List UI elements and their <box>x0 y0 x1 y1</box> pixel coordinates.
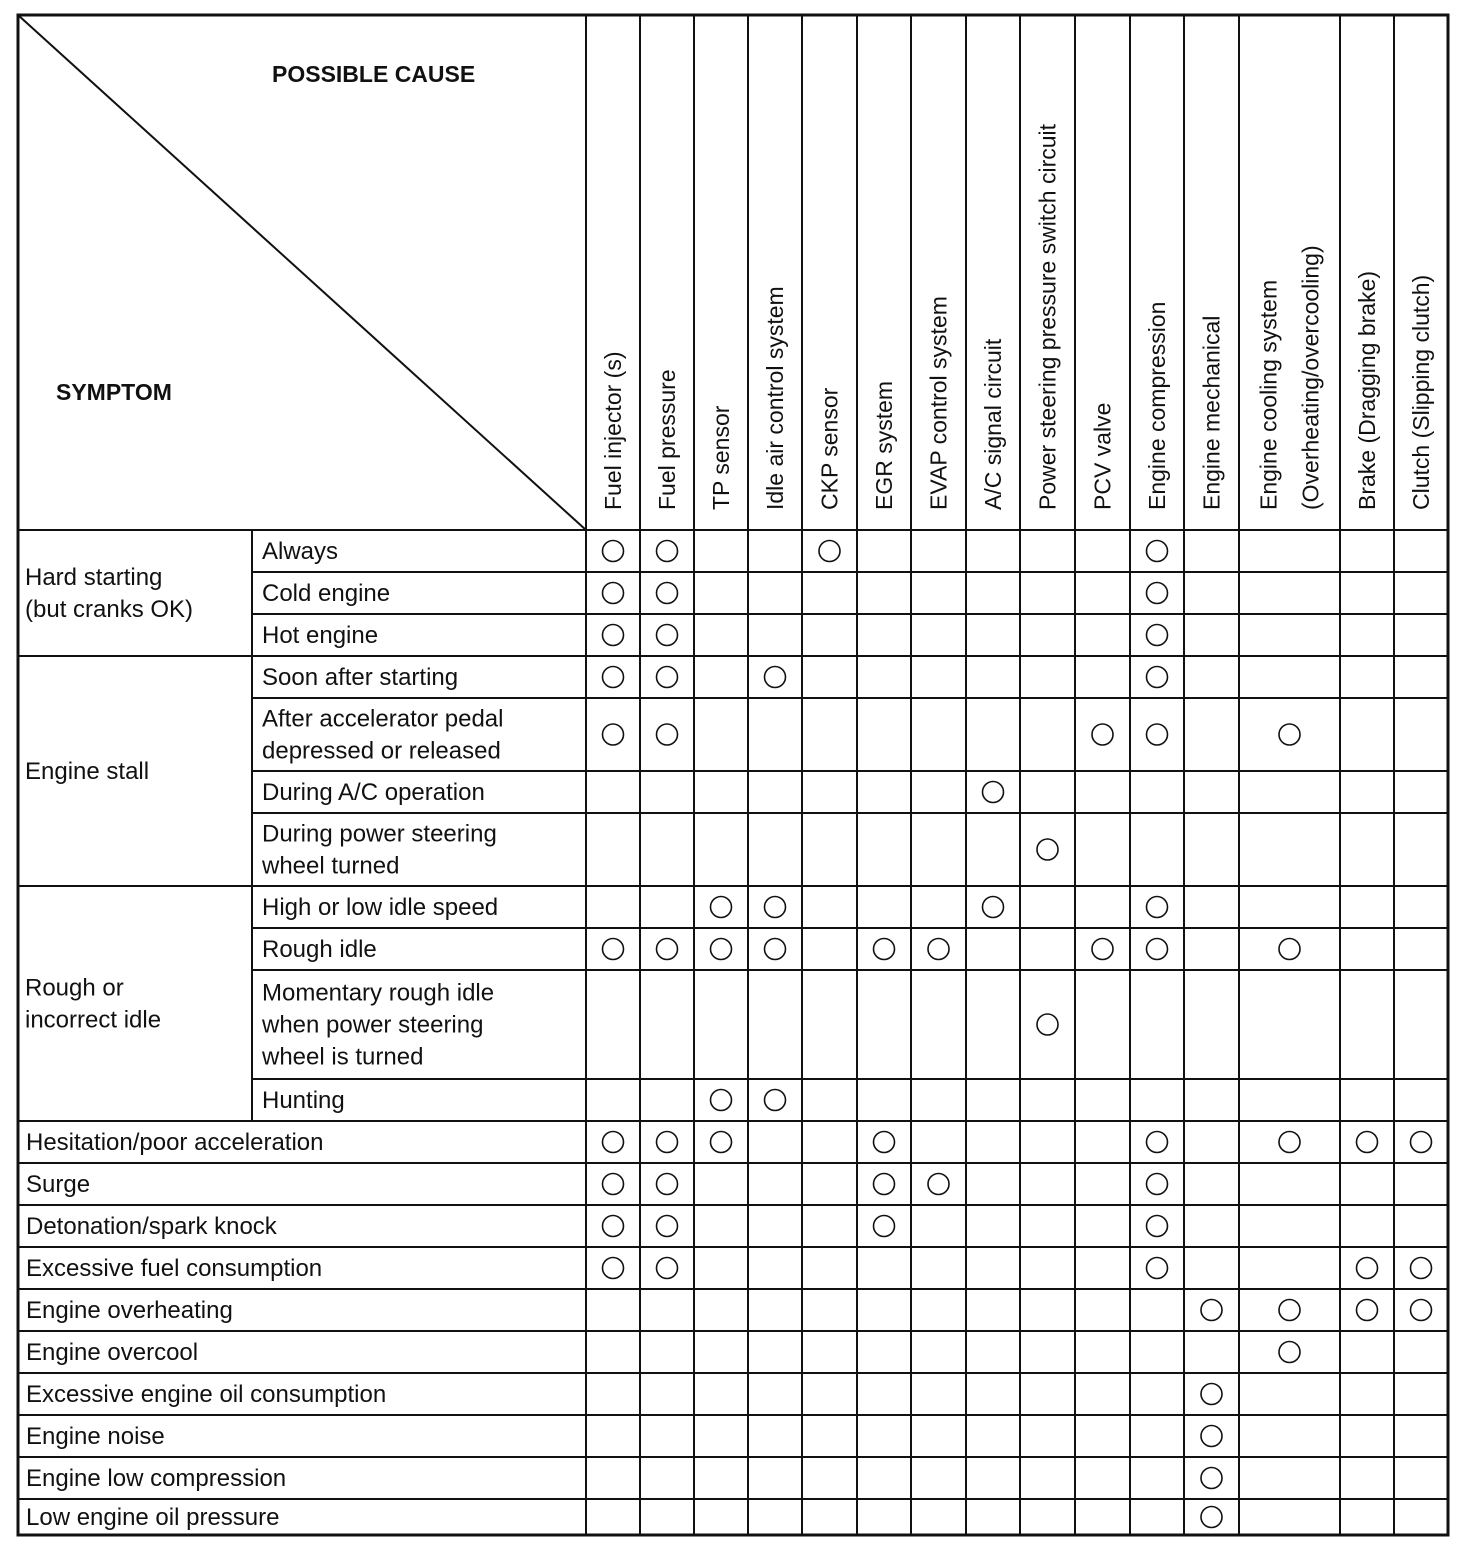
symptom-group-label: Engine stall <box>25 758 150 785</box>
possible-cause-title: POSSIBLE CAUSE <box>272 61 476 87</box>
cause-mark-circle <box>603 667 624 688</box>
cause-mark-circle <box>603 1258 624 1279</box>
header-diagonal-divider <box>18 15 586 530</box>
cause-header-label: PCV valve <box>1089 402 1116 510</box>
symptom-group-label: Hard starting <box>25 564 163 591</box>
cause-mark-circle <box>874 1216 895 1237</box>
cause-mark-circle <box>1147 667 1168 688</box>
cause-header-label: Idle air control system <box>762 286 788 510</box>
cause-header-label: EVAP control system <box>925 296 952 510</box>
cause-mark-circle <box>1411 1258 1432 1279</box>
cause-mark-circle <box>765 1090 786 1111</box>
cause-header-label: Fuel injector (s) <box>600 351 626 510</box>
cause-mark-circle <box>1147 897 1168 918</box>
cause-mark-circle <box>928 1174 949 1195</box>
subsymptom-label: Soon after starting <box>262 664 459 691</box>
cause-mark-circle <box>1411 1300 1432 1321</box>
cause-mark-circle <box>657 1216 678 1237</box>
cause-mark-circle <box>1147 583 1168 604</box>
cause-mark-circle <box>1092 939 1113 960</box>
cause-header-label: TP sensor <box>708 405 734 510</box>
cause-header-label: Engine cooling system <box>1255 279 1282 510</box>
cause-mark-circle <box>603 625 624 646</box>
cause-mark-circle <box>765 939 786 960</box>
cause-mark-circle <box>1201 1384 1222 1405</box>
cause-mark-circle <box>1279 1342 1300 1363</box>
subsymptom-label: Rough idle <box>262 936 377 963</box>
cause-mark-circle <box>657 1174 678 1195</box>
cause-mark-circle <box>1357 1300 1378 1321</box>
cause-header-label: Clutch (Slipping clutch) <box>1408 274 1434 510</box>
cause-mark-circle <box>1147 724 1168 745</box>
cause-mark-circle <box>765 667 786 688</box>
cause-mark-circle <box>657 1132 678 1153</box>
symptom-label: Engine low compression <box>26 1465 287 1492</box>
cause-mark-circle <box>603 541 624 562</box>
symptom-label: Excessive engine oil consumption <box>26 1381 387 1408</box>
cause-header-label: Engine mechanical <box>1198 315 1225 510</box>
cause-mark-circle <box>603 1132 624 1153</box>
cause-mark-circle <box>657 541 678 562</box>
subsymptom-label: wheel is turned <box>262 1043 424 1071</box>
cause-column-headers <box>600 123 1434 510</box>
cause-mark-circle <box>1279 939 1300 960</box>
cause-header-label: Engine compression <box>1144 301 1170 510</box>
cause-mark-circle <box>874 1174 895 1195</box>
cause-mark-circle <box>1201 1468 1222 1489</box>
cause-mark-circle <box>928 939 949 960</box>
symptom-label: Low engine oil pressure <box>26 1504 280 1531</box>
subsymptom-label: Momentary rough idle <box>262 979 495 1007</box>
cause-header-label: Fuel pressure <box>654 369 680 510</box>
cause-mark-circle <box>657 724 678 745</box>
symptom-label: Excessive fuel consumption <box>26 1255 323 1282</box>
cause-mark-circle <box>1147 625 1168 646</box>
symptom-label: Engine overcool <box>26 1339 199 1366</box>
cause-mark-circle <box>1147 541 1168 562</box>
cause-mark-circle <box>657 1258 678 1279</box>
cause-header-label: Brake (Dragging brake) <box>1354 270 1380 510</box>
cause-mark-circle <box>1147 1132 1168 1153</box>
subsymptom-label: Cold engine <box>262 580 391 607</box>
cause-mark-circle <box>603 724 624 745</box>
cause-mark-circle <box>657 667 678 688</box>
cause-mark-circle <box>711 1090 732 1111</box>
cause-mark-circle <box>1147 1258 1168 1279</box>
cause-mark-circle <box>1201 1507 1222 1528</box>
cause-mark-circle <box>1147 1216 1168 1237</box>
cause-mark-circle <box>603 583 624 604</box>
cause-mark-circle <box>657 939 678 960</box>
cause-mark-circle <box>657 625 678 646</box>
symptom-group-label: (but cranks OK) <box>25 596 194 623</box>
symptom-label: Hesitation/poor acceleration <box>26 1129 324 1156</box>
cause-mark-circle <box>1201 1300 1222 1321</box>
cause-mark-circle <box>1092 724 1113 745</box>
cause-header-label: Power steering pressure switch circuit <box>1034 123 1061 510</box>
symptom-title: SYMPTOM <box>56 379 172 405</box>
cause-header-label: A/C signal circuit <box>980 338 1006 510</box>
cause-header-label: EGR system <box>871 380 897 510</box>
symptom-label: Engine noise <box>26 1423 165 1450</box>
cause-mark-circle <box>1279 724 1300 745</box>
subsymptom-label: Hot engine <box>262 622 379 649</box>
cause-mark-circle <box>603 1174 624 1195</box>
cause-mark-circle <box>1357 1132 1378 1153</box>
cause-mark-circle <box>1037 839 1058 860</box>
cause-mark-circle <box>819 541 840 562</box>
cause-mark-circle <box>1411 1132 1432 1153</box>
symptom-label: Engine overheating <box>26 1297 233 1324</box>
cause-mark-circle <box>874 939 895 960</box>
symptom-row-labels <box>25 538 503 1531</box>
symptom-group-label: Rough or <box>25 974 124 1002</box>
symptom-label: Surge <box>26 1171 91 1198</box>
cause-mark-circle <box>603 939 624 960</box>
cause-marks <box>603 541 1432 1528</box>
subsymptom-label: High or low idle speed <box>262 894 499 921</box>
cause-mark-circle <box>765 897 786 918</box>
subsymptom-label: Hunting <box>262 1087 345 1114</box>
subsymptom-label: During power steering <box>262 820 497 848</box>
subsymptom-label: After accelerator pedal <box>262 705 504 733</box>
cause-header-label: (Overheating/overcooling) <box>1297 245 1324 510</box>
subsymptom-label: wheel turned <box>262 852 400 880</box>
cause-mark-circle <box>1279 1132 1300 1153</box>
subsymptom-label: During A/C operation <box>262 779 485 806</box>
symptom-group-label: incorrect idle <box>25 1006 162 1034</box>
cause-mark-circle <box>711 939 732 960</box>
cause-mark-circle <box>1357 1258 1378 1279</box>
subsymptom-label: Always <box>262 538 339 565</box>
cause-mark-circle <box>711 897 732 918</box>
subsymptom-label: depressed or released <box>262 737 501 765</box>
cause-mark-circle <box>657 583 678 604</box>
cause-mark-circle <box>983 897 1004 918</box>
symptom-label: Detonation/spark knock <box>26 1213 277 1240</box>
cause-mark-circle <box>1201 1426 1222 1447</box>
cause-mark-circle <box>1147 939 1168 960</box>
cause-mark-circle <box>711 1132 732 1153</box>
cause-mark-circle <box>1279 1300 1300 1321</box>
cause-mark-circle <box>874 1132 895 1153</box>
cause-mark-circle <box>1037 1014 1058 1035</box>
subsymptom-label: when power steering <box>262 1011 484 1039</box>
cause-mark-circle <box>983 782 1004 803</box>
cause-header-label: CKP sensor <box>816 387 843 510</box>
cause-mark-circle <box>603 1216 624 1237</box>
cause-mark-circle <box>1147 1174 1168 1195</box>
